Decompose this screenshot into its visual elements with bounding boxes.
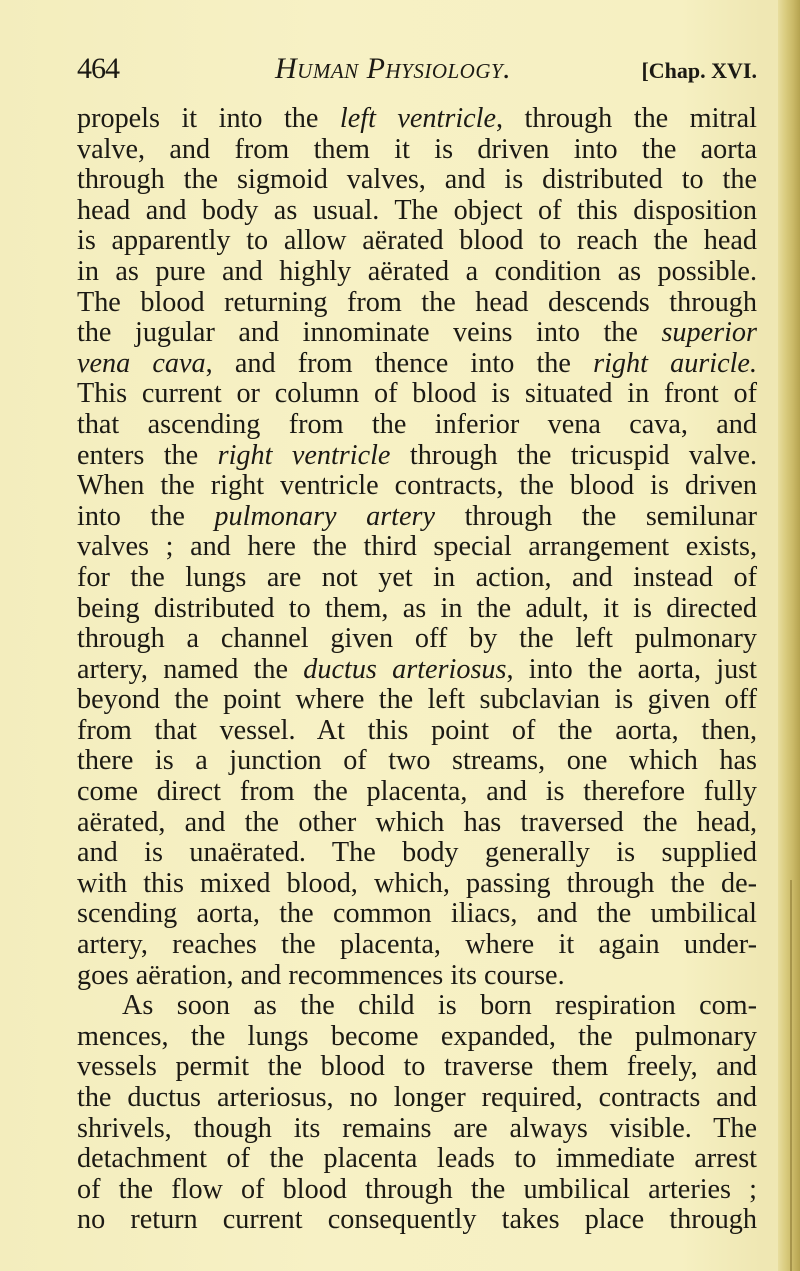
- text-segment: , into the aorta, just: [506, 653, 757, 685]
- text-segment: vessels permit the blood to traverse them freely, and: [77, 1051, 757, 1083]
- text-segment: As soon as the child is born respiration com-: [122, 990, 757, 1022]
- text-segment: the ductus arteriosus, no longer required, contracts and: [77, 1082, 757, 1113]
- text-segment: come direct from the placenta, and is therefore fully: [77, 776, 757, 808]
- text-segment: aërated, and the other which has traversed the head,: [77, 806, 757, 838]
- text-line: [77, 808, 757, 839]
- text-segment: from that vessel. At this point of the aorta, then,: [77, 714, 757, 746]
- text-segment: detachment of the placenta leads to immediate arrest: [77, 1143, 757, 1175]
- text-line: [77, 655, 757, 686]
- text-segment: When the right ventricle contracts, the blood is driven: [77, 470, 757, 502]
- text-segment: into the: [77, 500, 215, 532]
- text-line: [77, 349, 757, 380]
- text-line: [77, 135, 757, 166]
- page-number: 464: [77, 52, 119, 85]
- text-line: [77, 594, 757, 625]
- text-line: [77, 318, 757, 349]
- text-segment: through the semilunar: [435, 500, 757, 532]
- text-line: [77, 471, 757, 502]
- text-segment: The blood returning from the head descends through: [77, 286, 757, 318]
- text-segment: head and body as usual. The object of this disposition: [77, 194, 757, 226]
- text-line: [77, 196, 757, 227]
- text-segment: is apparently to allow aërated blood to reach the head: [77, 225, 757, 257]
- text-line: [77, 257, 757, 288]
- text-segment: , and from thence into the: [205, 347, 594, 379]
- text-segment: artery, reaches the placenta, where it again under-: [77, 929, 757, 961]
- text-line: [77, 441, 757, 472]
- text-line: [77, 563, 757, 594]
- italic-term: pulmonary artery: [214, 500, 436, 532]
- text-line: [77, 532, 757, 563]
- text-segment: in as pure and highly aërated a condition as possible.: [77, 255, 757, 287]
- text-line: [77, 379, 757, 410]
- text-line: [77, 685, 757, 716]
- text-line: [77, 1114, 757, 1145]
- text-line: [77, 930, 757, 961]
- text-line: [77, 165, 757, 196]
- text-segment: the jugular and innominate veins into the: [77, 317, 662, 349]
- text-segment: through the sigmoid valves, and is distributed to the: [77, 164, 757, 196]
- text-segment: for the lungs are not yet in action, and instead of: [77, 561, 757, 593]
- italic-term: vena cava: [77, 347, 206, 379]
- text-segment: valve, and from them it is driven into the aorta: [77, 133, 757, 165]
- page-gutter-shadow: [778, 0, 800, 1271]
- text-line: [77, 777, 757, 808]
- text-line: [77, 899, 757, 930]
- page-edge-line: [790, 880, 792, 1271]
- text-segment: shrivels, though its remains are always visible. The: [77, 1112, 757, 1144]
- body-text: [77, 104, 757, 1236]
- text-segment: there is a junction of two streams, one which has: [77, 745, 757, 777]
- text-segment: enters the: [77, 439, 218, 471]
- text-segment: mences, the lungs become expanded, the pulmonary: [77, 1020, 757, 1052]
- text-segment: through the tricuspid valve.: [390, 439, 758, 471]
- text-line: [77, 1052, 757, 1083]
- italic-term: right auricle.: [593, 347, 757, 379]
- text-segment: This current or column of blood is situated in front of: [77, 378, 757, 410]
- italic-term: left ventricle: [339, 103, 497, 134]
- italic-term: superior: [661, 317, 757, 349]
- text-segment: being distributed to them, as in the adult, it is directed: [77, 592, 757, 624]
- text-segment: that ascending from the inferior vena cava, and: [77, 408, 757, 440]
- text-line: [77, 716, 757, 747]
- text-segment: , through the mitral: [496, 103, 757, 134]
- text-line: [77, 226, 757, 257]
- text-line: [77, 624, 757, 655]
- text-segment: beyond the point where the left subclavian is given off: [77, 684, 757, 716]
- text-segment: goes aëration, and recommences its course.: [77, 959, 565, 991]
- text-line: [77, 1205, 757, 1236]
- text-segment: of the flow of blood through the umbilical arteries ;: [77, 1173, 757, 1205]
- italic-term: right ventricle: [217, 439, 391, 471]
- running-title: Human Physiology.: [275, 52, 512, 85]
- text-line: [77, 288, 757, 319]
- running-header: [77, 52, 757, 92]
- text-line: [77, 838, 757, 869]
- text-line: [77, 104, 757, 135]
- text-segment: no return current consequently takes place through: [77, 1204, 757, 1236]
- text-segment: through a channel given off by the left pulmonary: [77, 623, 757, 655]
- text-line: [77, 961, 757, 992]
- text-segment: propels it into the: [77, 103, 340, 134]
- chapter-reference: [Chap. XVI.: [641, 58, 757, 83]
- italic-term: ductus arteriosus: [303, 653, 507, 685]
- text-line: [77, 1022, 757, 1053]
- text-segment: and is unaërated. The body generally is supplied: [77, 837, 757, 869]
- text-line: [77, 502, 757, 533]
- text-line: [77, 1083, 757, 1114]
- text-segment: valves ; and here the third special arrangement exists,: [77, 531, 757, 563]
- text-segment: scending aorta, the common iliacs, and the umbilical: [77, 898, 757, 930]
- text-line: [77, 410, 757, 441]
- text-line: [77, 1175, 757, 1206]
- text-line: [77, 869, 757, 900]
- text-line: [77, 991, 757, 1022]
- text-segment: artery, named the: [77, 653, 304, 685]
- text-line: [77, 1144, 757, 1175]
- text-line: [77, 746, 757, 777]
- text-segment: with this mixed blood, which, passing through the de-: [77, 867, 757, 899]
